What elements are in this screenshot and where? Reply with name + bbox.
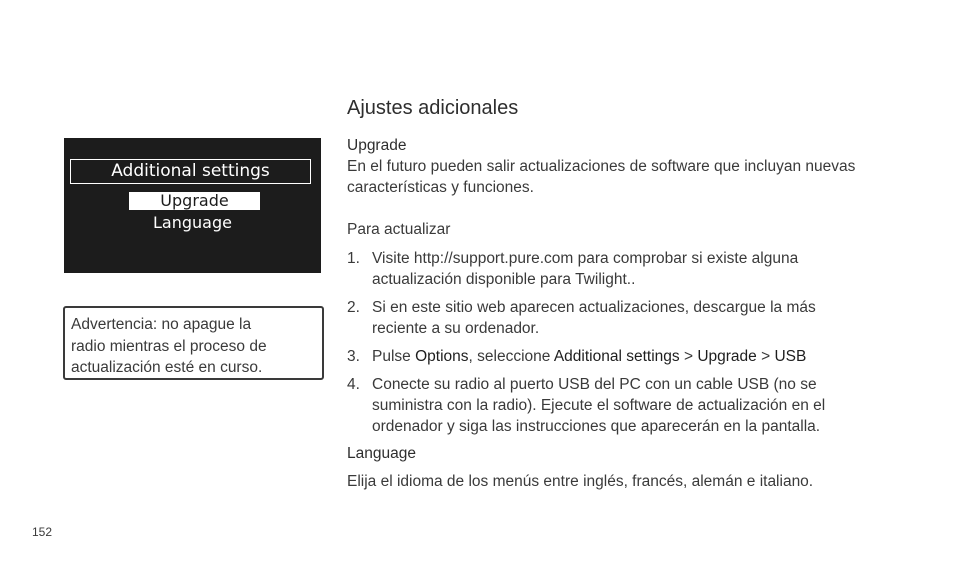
step-text-line-2: suministra con la radio). Ejecute el software de actualización en el [372,397,826,414]
step-text-line-1: Conecte su radio al puerto USB del PC con un cable USB (no se [372,376,817,393]
step-text-line-2: actualización disponible para Twilight.. [372,271,636,288]
warning-line-1: Advertencia: no apague la [71,316,252,333]
step-term-options: Options [415,348,469,365]
upgrade-subheading: Upgrade [347,137,407,154]
display-menu-item-upgrade: Upgrade [129,192,260,210]
step-text-pulse: Pulse [372,348,416,365]
warning-box [63,306,324,380]
radio-display-illustration [64,138,321,273]
step-separator: > [756,348,775,365]
display-menu-title: Additional settings [70,159,311,184]
language-description: Elija el idioma de los menús entre inglés, francés, alemán e italiano. [347,473,814,490]
step-text-line-1: Visite http://support.pure.com para comprobar si existe alguna [372,250,799,267]
section-heading: Ajustes adicionales [347,97,519,119]
warning-line-2: radio mientras el proceso de [71,337,267,355]
step-number: 2. [347,299,360,316]
step-number: 1. [347,250,360,267]
upgrade-description-line-1: En el futuro pueden salir actualizaciones de software que incluyan nuevas [347,158,856,175]
page-number: 152 [32,525,53,539]
update-subheading: Para actualizar [347,221,451,238]
upgrade-description-line-2: características y funciones. [347,179,534,196]
step-separator: > [679,348,698,365]
step-text-line-1: Si en este sitio web aparecen actualizaciones, descargue la más [372,299,816,316]
warning-line-3: actualización esté en curso. [71,359,263,376]
step-term-upgrade: Upgrade [697,348,757,365]
step-text-line-3: ordenador y siga las instrucciones que aparecerán en la pantalla. [372,418,821,435]
step-number: 4. [347,376,360,393]
step-text-select: , seleccione [468,348,554,365]
language-subheading: Language [347,445,416,462]
step-term-usb: USB [774,348,807,365]
step-term-additional-settings: Additional settings [553,348,680,365]
step-text-line-2: reciente a su ordenador. [372,320,540,337]
step-number: 3. [347,348,360,365]
display-menu-item-language: Language [153,213,232,232]
